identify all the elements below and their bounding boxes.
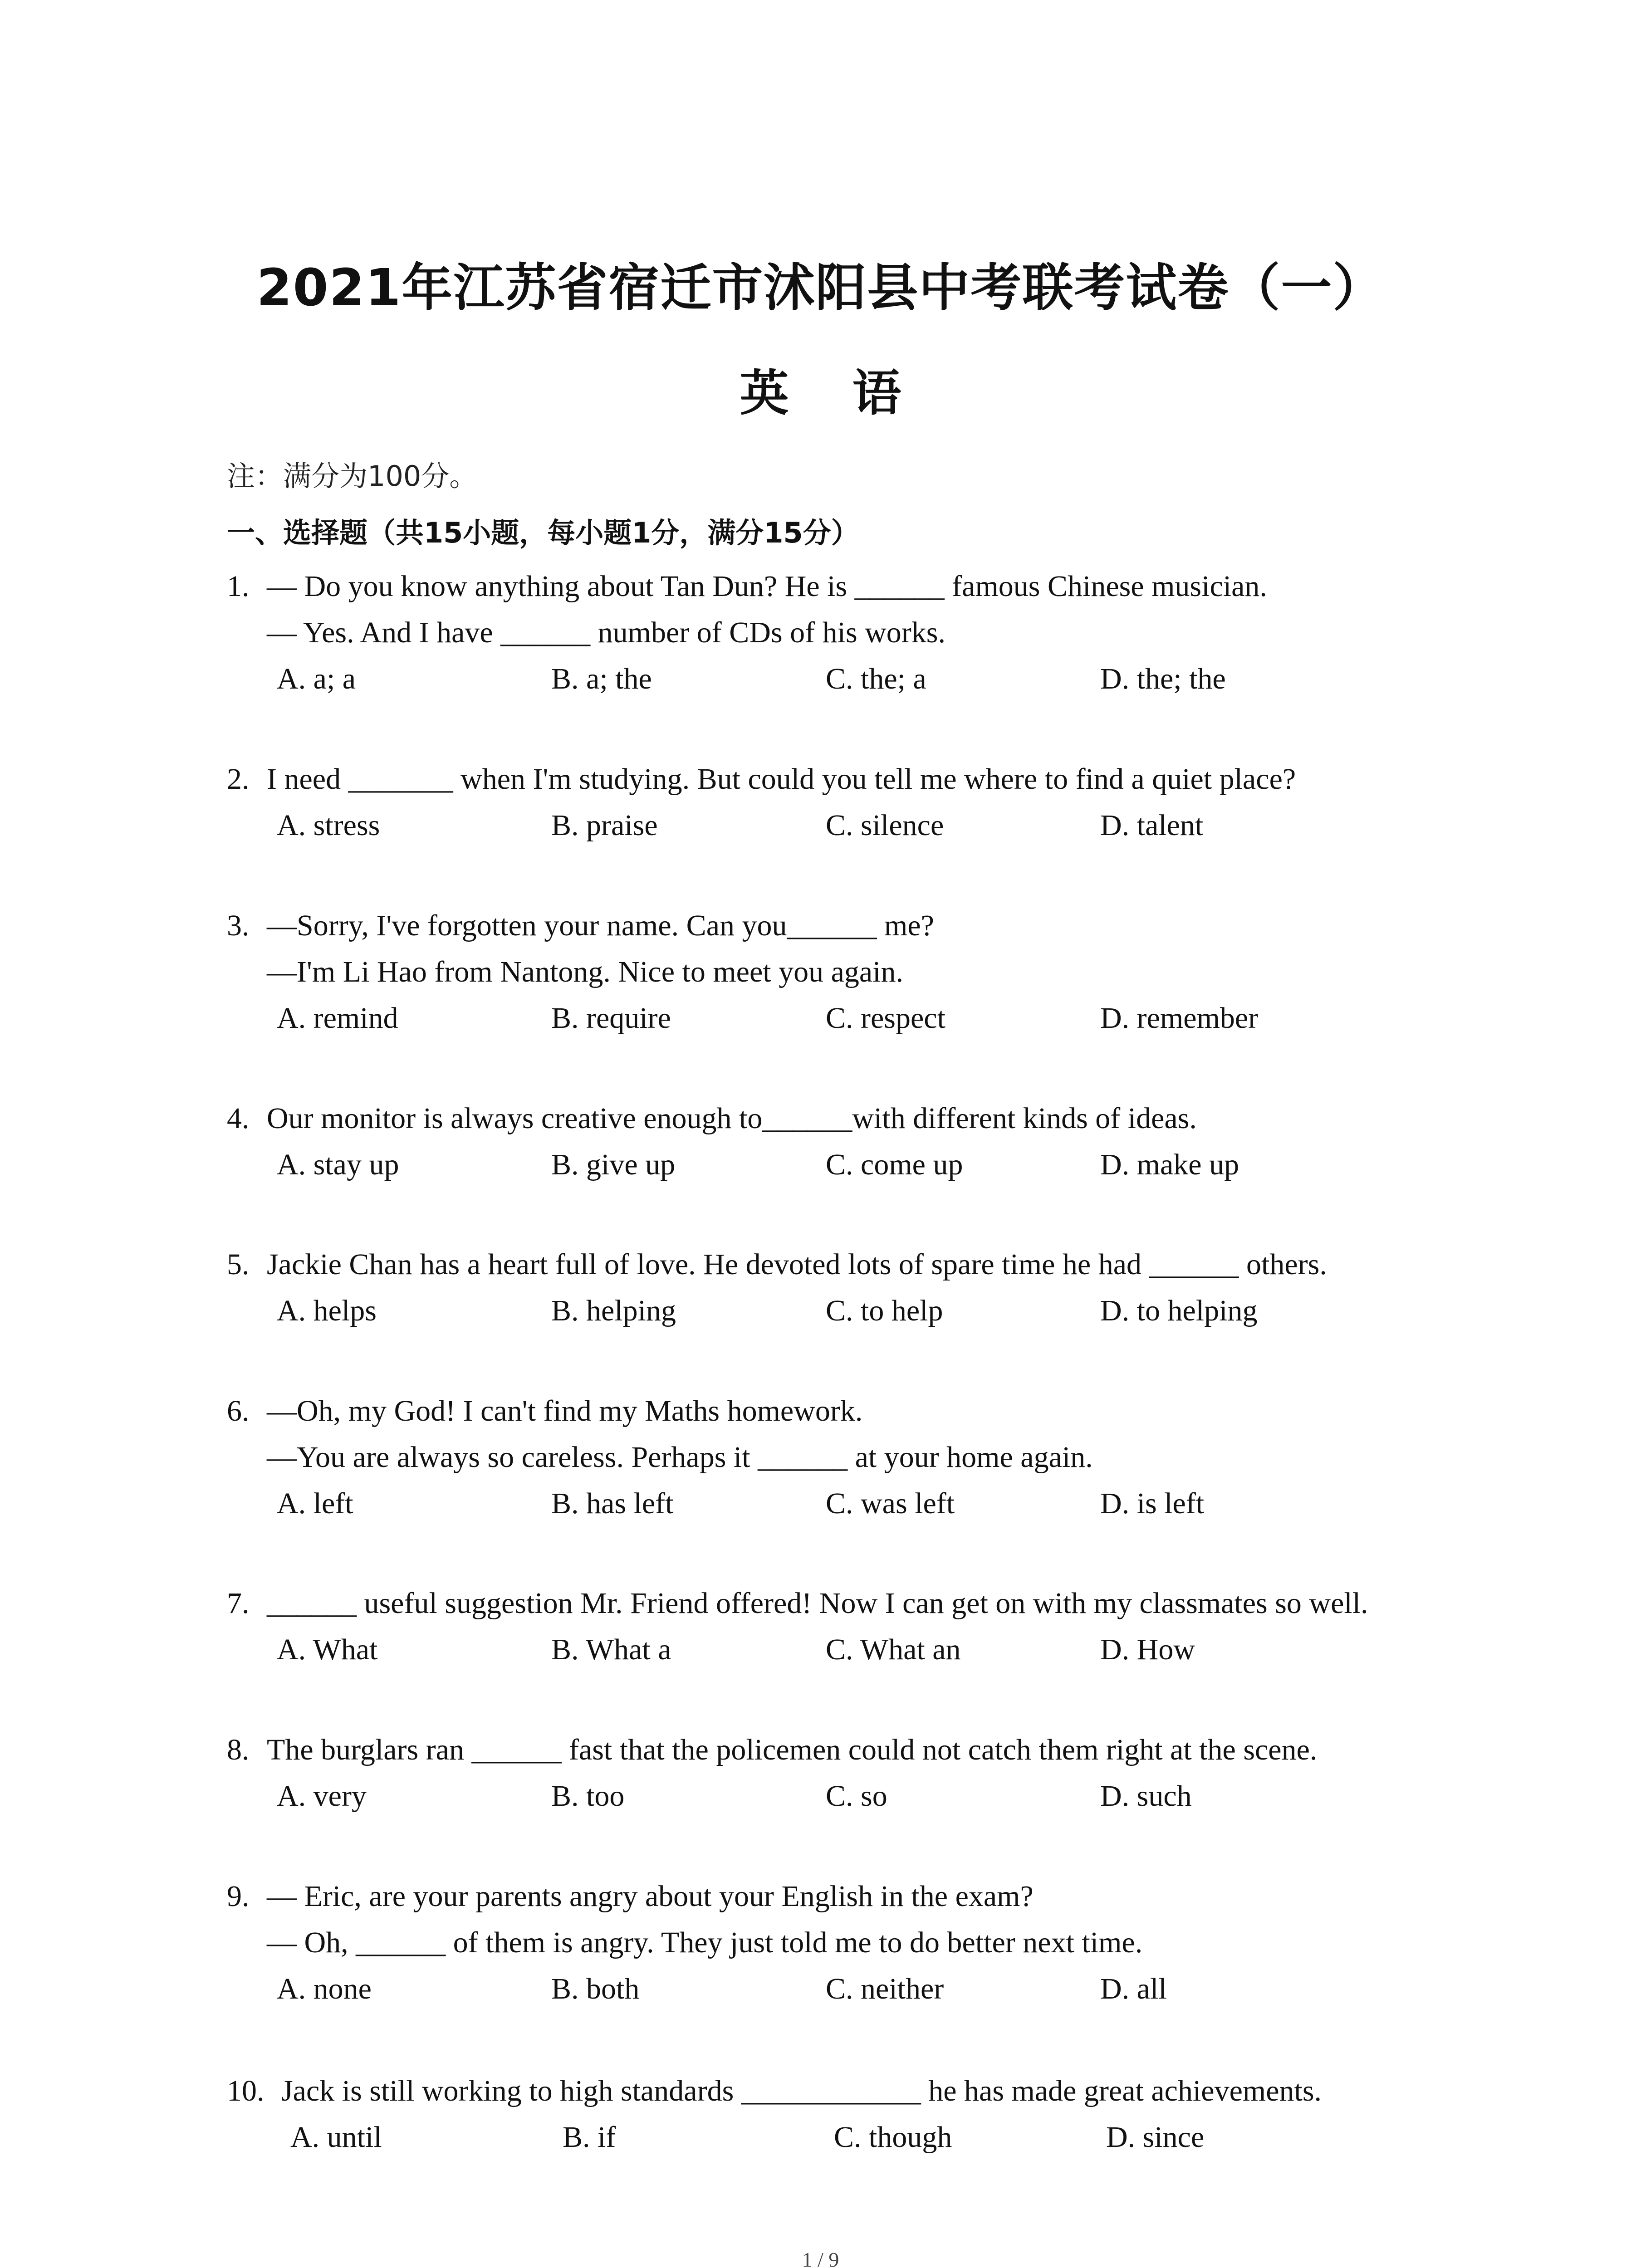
option-d: D. talent [1100, 809, 1204, 842]
question-number: 5. [227, 1248, 250, 1281]
option-a: A. left [277, 1487, 353, 1520]
option-c: C. to help [826, 1294, 943, 1327]
option-a: A. stay up [277, 1148, 399, 1181]
option-b: B. both [551, 1972, 640, 2005]
question-stem-line: Jackie Chan has a heart full of love. He devoted lots of spare time he had ______ others. [267, 1248, 1327, 1281]
page-number: 1 / 9 [802, 2248, 839, 2268]
question-stem-line: — Eric, are your parents angry about your English in the exam? [267, 1880, 1034, 1913]
question-stem-line: — Yes. And I have ______ number of CDs of his works. [267, 616, 945, 649]
question-stem-line: ______ useful suggestion Mr. Friend offered! Now I can get on with my classmates so well. [267, 1587, 1368, 1620]
question-stem-line: — Oh, ______ of them is angry. They just told me to do better next time. [267, 1926, 1143, 1959]
question-number: 4. [227, 1102, 250, 1135]
question-stem-line: Our monitor is always creative enough to______with different kinds of ideas. [267, 1102, 1197, 1135]
score-note: 注：满分为100分。 [227, 459, 478, 493]
exam-title: 2021年江苏省宿迁市沭阳县中考联考试卷（一） [256, 259, 1385, 318]
option-a: A. until [290, 2121, 382, 2154]
option-b: B. has left [551, 1487, 674, 1520]
option-a: A. none [277, 1972, 372, 2005]
option-d: D. all [1100, 1972, 1167, 2005]
option-c: C. respect [826, 1002, 945, 1035]
question-stem-line: —I'm Li Hao from Nantong. Nice to meet you again. [267, 955, 904, 988]
question-number: 10. [227, 2074, 265, 2107]
question-number: 3. [227, 909, 250, 942]
option-d: D. remember [1100, 1002, 1259, 1035]
option-d: D. the; the [1100, 662, 1226, 695]
option-c: C. What an [826, 1633, 961, 1666]
question-stem-line: —Sorry, I've forgotten your name. Can you______ me? [267, 909, 934, 942]
option-b: B. a; the [551, 662, 652, 695]
option-a: A. helps [277, 1294, 377, 1327]
option-b: B. What a [551, 1633, 671, 1666]
question-stem-line: The burglars ran ______ fast that the policemen could not catch them right at the scene. [267, 1733, 1318, 1766]
question-number: 2. [227, 763, 250, 796]
option-a: A. What [277, 1633, 378, 1666]
question-stem-line: I need _______ when I'm studying. But could you tell me where to find a quiet place? [267, 763, 1296, 796]
question-number: 8. [227, 1733, 250, 1766]
question-number: 1. [227, 570, 250, 603]
option-c: C. come up [826, 1148, 963, 1181]
option-d: D. such [1100, 1779, 1192, 1813]
option-d: D. to helping [1100, 1294, 1258, 1327]
option-b: B. give up [551, 1148, 676, 1181]
question-stem-line: —You are always so careless. Perhaps it ______ at your home again. [267, 1441, 1093, 1474]
option-b: B. require [551, 1002, 671, 1035]
question-number: 7. [227, 1587, 250, 1620]
option-b: B. praise [551, 809, 658, 842]
option-c: C. neither [826, 1972, 944, 2005]
option-c: C. silence [826, 809, 944, 842]
option-a: A. a; a [277, 662, 356, 695]
option-a: A. very [277, 1779, 367, 1813]
question-number: 6. [227, 1394, 250, 1427]
option-d: D. since [1106, 2121, 1205, 2154]
subject-title: 英语 [740, 365, 965, 422]
option-b: B. helping [551, 1294, 676, 1327]
option-c: C. was left [826, 1487, 955, 1520]
section-heading: 一、选择题（共15小题，每小题1分，满分15分） [227, 516, 859, 549]
question-stem-line: — Do you know anything about Tan Dun? He is ______ famous Chinese musician. [267, 570, 1267, 603]
option-c: C. the; a [826, 662, 926, 695]
question-stem-line: —Oh, my God! I can't find my Maths homework. [267, 1394, 863, 1427]
option-c: C. though [834, 2121, 952, 2154]
option-a: A. stress [277, 809, 380, 842]
option-d: D. make up [1100, 1148, 1239, 1181]
option-a: A. remind [277, 1002, 398, 1035]
option-d: D. is left [1100, 1487, 1205, 1520]
question-number: 9. [227, 1880, 250, 1913]
question-stem-line: Jack is still working to high standards ____________ he has made great achievements. [281, 2074, 1322, 2107]
option-c: C. so [826, 1779, 887, 1813]
option-b: B. if [563, 2121, 616, 2154]
option-b: B. too [551, 1779, 625, 1813]
option-d: D. How [1100, 1633, 1195, 1666]
